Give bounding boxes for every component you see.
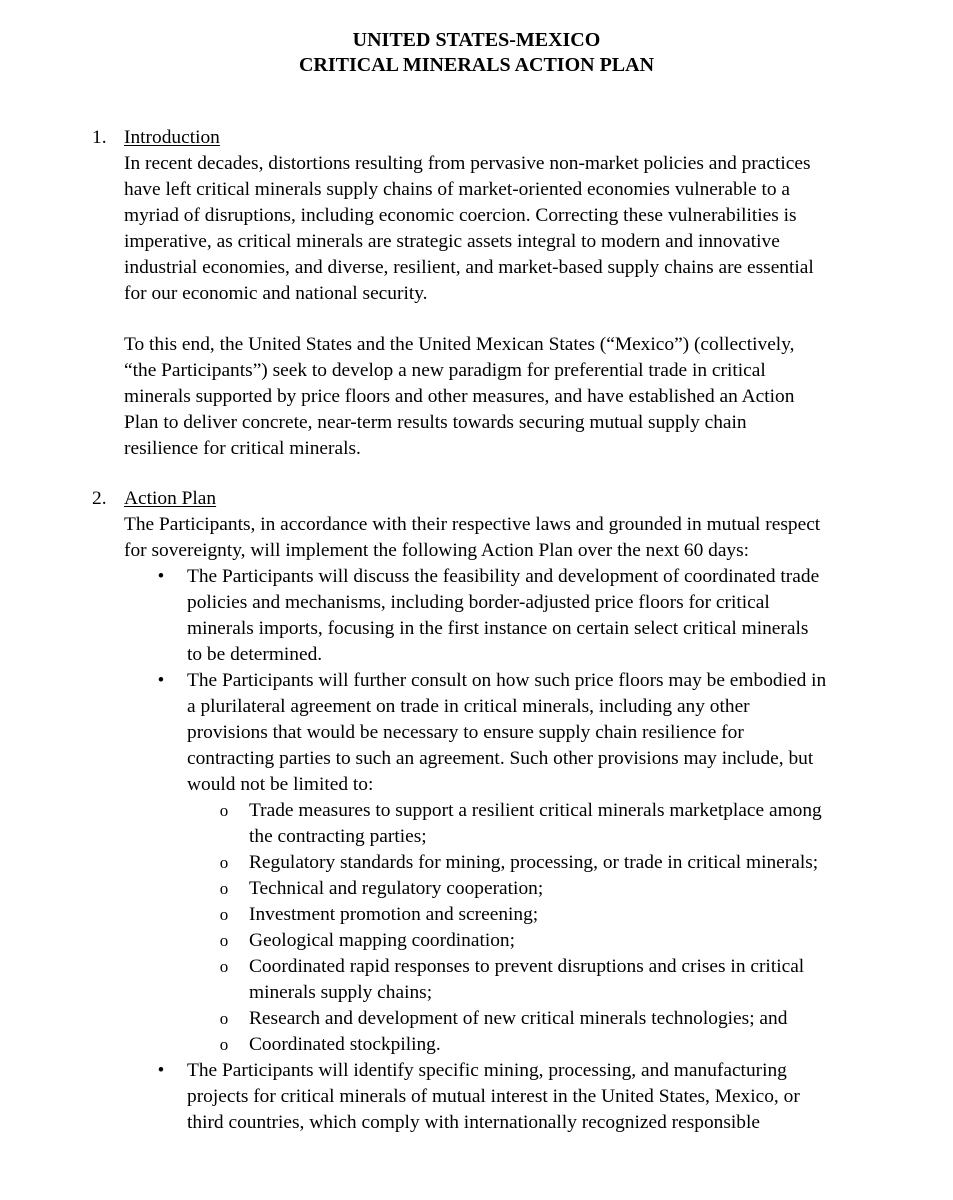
- hollow-bullet-icon: o: [219, 1009, 229, 1028]
- text-line: Coordinated stockpiling.: [249, 1034, 441, 1055]
- text-line: myriad of disruptions, including economic coercion. Correcting these vulnerabilities is: [124, 205, 797, 226]
- text-line: projects for critical minerals of mutual interest in the United States, Mexico, or: [187, 1086, 800, 1107]
- text-line: third countries, which comply with internationally recognized responsible: [187, 1112, 760, 1133]
- sub-bullet-item: [0, 1032, 953, 1058]
- bullet-item: [0, 1058, 953, 1136]
- sub-bullet-item: [0, 876, 953, 902]
- paragraph: [124, 151, 876, 307]
- text-line: Plan to deliver concrete, near-term results towards securing mutual supply chain: [124, 412, 747, 433]
- hollow-bullet-icon: o: [219, 957, 229, 976]
- text-line: minerals imports, focusing in the first instance on certain select critical minerals: [187, 618, 809, 639]
- hollow-bullet-icon: o: [219, 931, 229, 950]
- text-line: Trade measures to support a resilient critical minerals marketplace among: [249, 800, 822, 821]
- text-line: to be determined.: [187, 644, 323, 665]
- text-line: imperative, as critical minerals are strategic assets integral to modern and innovative: [124, 231, 780, 252]
- text-line: minerals supported by price floors and other measures, and have established an Action: [124, 386, 795, 407]
- section-heading: Introduction: [124, 127, 220, 148]
- text-line: Investment promotion and screening;: [249, 904, 539, 925]
- sub-bullet-item: [0, 1006, 953, 1032]
- sub-bullet-item: [0, 850, 953, 876]
- section-heading: Action Plan: [124, 488, 217, 509]
- paragraph: [124, 512, 876, 564]
- text-line: provisions that would be necessary to ensure supply chain resilience for: [187, 722, 744, 743]
- text-line: policies and mechanisms, including border-adjusted price floors for critical: [187, 592, 770, 613]
- text-line: The Participants, in accordance with their respective laws and grounded in mutual respect: [124, 514, 821, 535]
- hollow-bullet-icon: o: [219, 1035, 229, 1054]
- title-line-1: UNITED STATES-MEXICO: [352, 29, 601, 51]
- text-line: Coordinated rapid responses to prevent disruptions and crises in critical: [249, 956, 805, 977]
- text-line: resilience for critical minerals.: [124, 438, 361, 459]
- bullet-list: [0, 564, 953, 1136]
- document-title: [0, 28, 953, 78]
- section-number: 1.: [92, 127, 107, 148]
- bullet-dot-icon: •: [157, 566, 165, 587]
- hollow-bullet-icon: o: [219, 853, 229, 872]
- sub-bullet-item: [0, 928, 953, 954]
- hollow-bullet-icon: o: [219, 879, 229, 898]
- text-line: The Participants will discuss the feasibility and development of coordinated trade: [187, 566, 820, 587]
- text-line: The Participants will further consult on how such price floors may be embodied in: [187, 670, 827, 691]
- text-line: would not be limited to:: [187, 774, 374, 795]
- bullet-dot-icon: •: [157, 1060, 165, 1081]
- text-line: Geological mapping coordination;: [249, 930, 516, 951]
- text-line: In recent decades, distortions resulting from pervasive non-market policies and practices: [124, 153, 811, 174]
- text-line: have left critical minerals supply chains of market-oriented economies vulnerable to a: [124, 179, 791, 200]
- paragraph: [124, 332, 876, 462]
- text-line: for our economic and national security.: [124, 283, 428, 304]
- hollow-bullet-icon: o: [219, 905, 229, 924]
- text-line: a plurilateral agreement on trade in critical minerals, including any other: [187, 696, 750, 717]
- sub-bullet-item: [0, 902, 953, 928]
- text-line: Research and development of new critical minerals technologies; and: [249, 1008, 788, 1029]
- text-line: the contracting parties;: [249, 826, 427, 847]
- text-line: To this end, the United States and the United Mexican States (“Mexico”) (collectively,: [124, 334, 795, 355]
- text-line: minerals supply chains;: [249, 982, 433, 1003]
- hollow-bullet-icon: o: [219, 801, 229, 820]
- text-line: Regulatory standards for mining, processing, or trade in critical minerals;: [249, 852, 819, 873]
- text-line: industrial economies, and diverse, resilient, and market-based supply chains are essential: [124, 257, 814, 278]
- text-line: “the Participants”) seek to develop a new paradigm for preferential trade in critical: [124, 360, 766, 381]
- text-line: Technical and regulatory cooperation;: [249, 878, 544, 899]
- text-line: The Participants will identify specific mining, processing, and manufacturing: [187, 1060, 787, 1081]
- bullet-item: [0, 668, 953, 1058]
- sub-bullet-list: [0, 798, 953, 1058]
- title-line-2: CRITICAL MINERALS ACTION PLAN: [298, 54, 655, 76]
- sub-bullet-item: [0, 798, 953, 850]
- text-line: contracting parties to such an agreement. Such other provisions may include, but: [187, 748, 814, 769]
- section-number: 2.: [92, 488, 107, 509]
- bullet-item: [0, 564, 953, 668]
- bullet-dot-icon: •: [157, 670, 165, 691]
- text-line: for sovereignty, will implement the following Action Plan over the next 60 days:: [124, 540, 750, 561]
- sub-bullet-item: [0, 954, 953, 1006]
